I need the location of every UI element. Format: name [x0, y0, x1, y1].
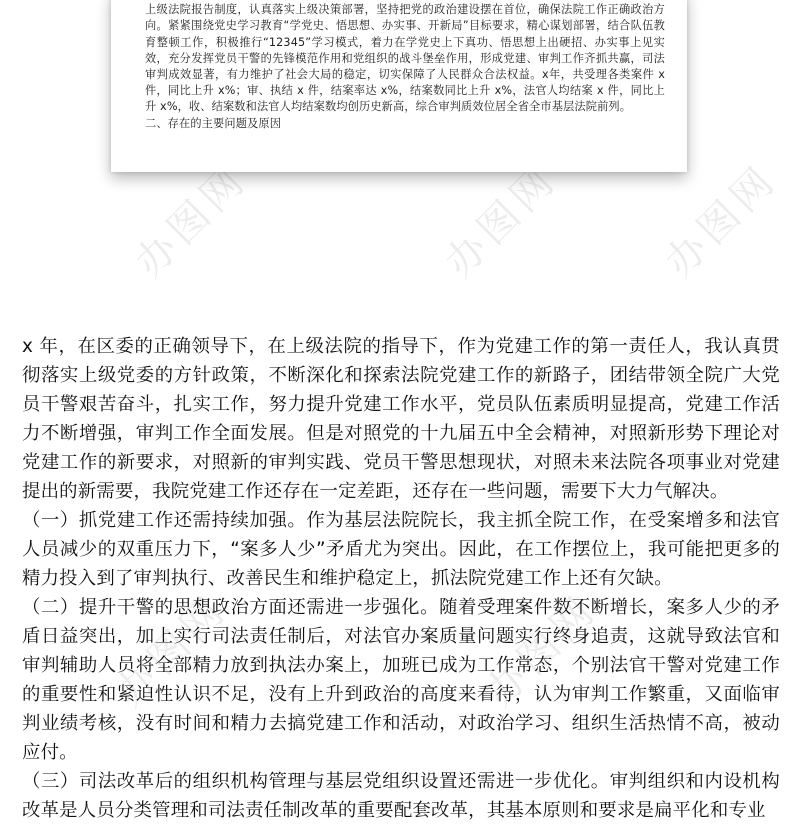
- document-preview-card: [111, 0, 687, 172]
- watermark: 办图网: [656, 155, 787, 287]
- preview-paragraph: 上级法院报告制度，认真落实上级决策部署，坚持把党的政治建设摆在首位，确保法院工作正确政治方向。紧紧围绕党史学习教育“学党史、悟思想、办实事、开新局”目标要求，精心谋划部署，结合队伍教育整顿工作，积极推行“12345”学习模式，着力在学党史上下真功、悟思想上出硬招、办实事上见实效，充分发挥党员干警的先锋模范作用和党组织的战斗堡垒作用，形成党建、审判工作齐抓共赢，司法审判成效显著，有力维护了社会大局的稳定，切实保障了人民群众合法权益。x年，共受理各类案件 x 件，同比上升 x%；审、执结 x 件，结案率达 x%，结案数同比上升 x%，法官人均结案 x 件，同比上升 x%，收、结案数和法官人均结案数均创历史新高，综合审判质效位居全省全市基层法院前列。: [145, 3, 665, 114]
- body-item-1: （一）抓党建工作还需持续加强。作为基层法院院长，我主抓全院工作，在受案增多和法官人员减少的双重压力下，“案多人少”矛盾尤为突出。因此，在工作摆位上，我可能把更多的精力投入到了审判执行、改善民生和维护稳定上，抓法院党建工作上还有欠缺。: [22, 510, 780, 589]
- watermark: 办图网: [436, 155, 567, 287]
- watermark: 办图网: [126, 155, 257, 287]
- body-item-2: （二）提升干警的思想政治方面还需进一步强化。随着受理案件数不断增长，案多人少的矛盾日益突出，加上实行司法责任制后，对法官办案质量问题实行终身追责，这就导致法官和审判辅助人员将全部精力放到执法办案上，加班已成为工作常态，个别法官干警对党建工作的重要性和紧迫性认识不足，没有上升到政治的高度来看待，认为审判工作繁重，又面临审判业绩考核，没有时间和精力去搞党建工作和活动，对政治学习、组织生活热情不高，被动应付。: [22, 597, 780, 763]
- watermark: 办图网: [106, 585, 237, 717]
- body-intro-paragraph: x 年，在区委的正确领导下，在上级法院的指导下，作为党建工作的第一责任人，我认真贯彻落实上级党委的方针政策，不断深化和探索法院党建工作的新路子，团结带领全院广大党员干警艰苦奋斗，扎实工作，努力提升党建工作水平，党员队伍素质明显提高，党建工作活力不断增强，审判工作全面发展。但是对照党的十九届五中全会精神，对照新形势下理论对党建工作的新要求，对照新的审判实践、党员干警思想现状，对照未来法院各项事业对党建提出的新需要，我院党建工作还存在一定差距，还存在一些问题，需要下大力气解决。: [22, 336, 780, 502]
- watermark: 办图网: [476, 585, 607, 717]
- preview-section-heading: 二、存在的主要问题及原因: [145, 116, 282, 130]
- body-item-3: （三）司法改革后的组织机构管理与基层党组织设置还需进一步优化。审判组织和内设机构改革是人员分类管理和司法责任制改革的重要配套改革，其基本原则和要求是扁平化和专业: [22, 771, 780, 821]
- document-body: [22, 332, 780, 825]
